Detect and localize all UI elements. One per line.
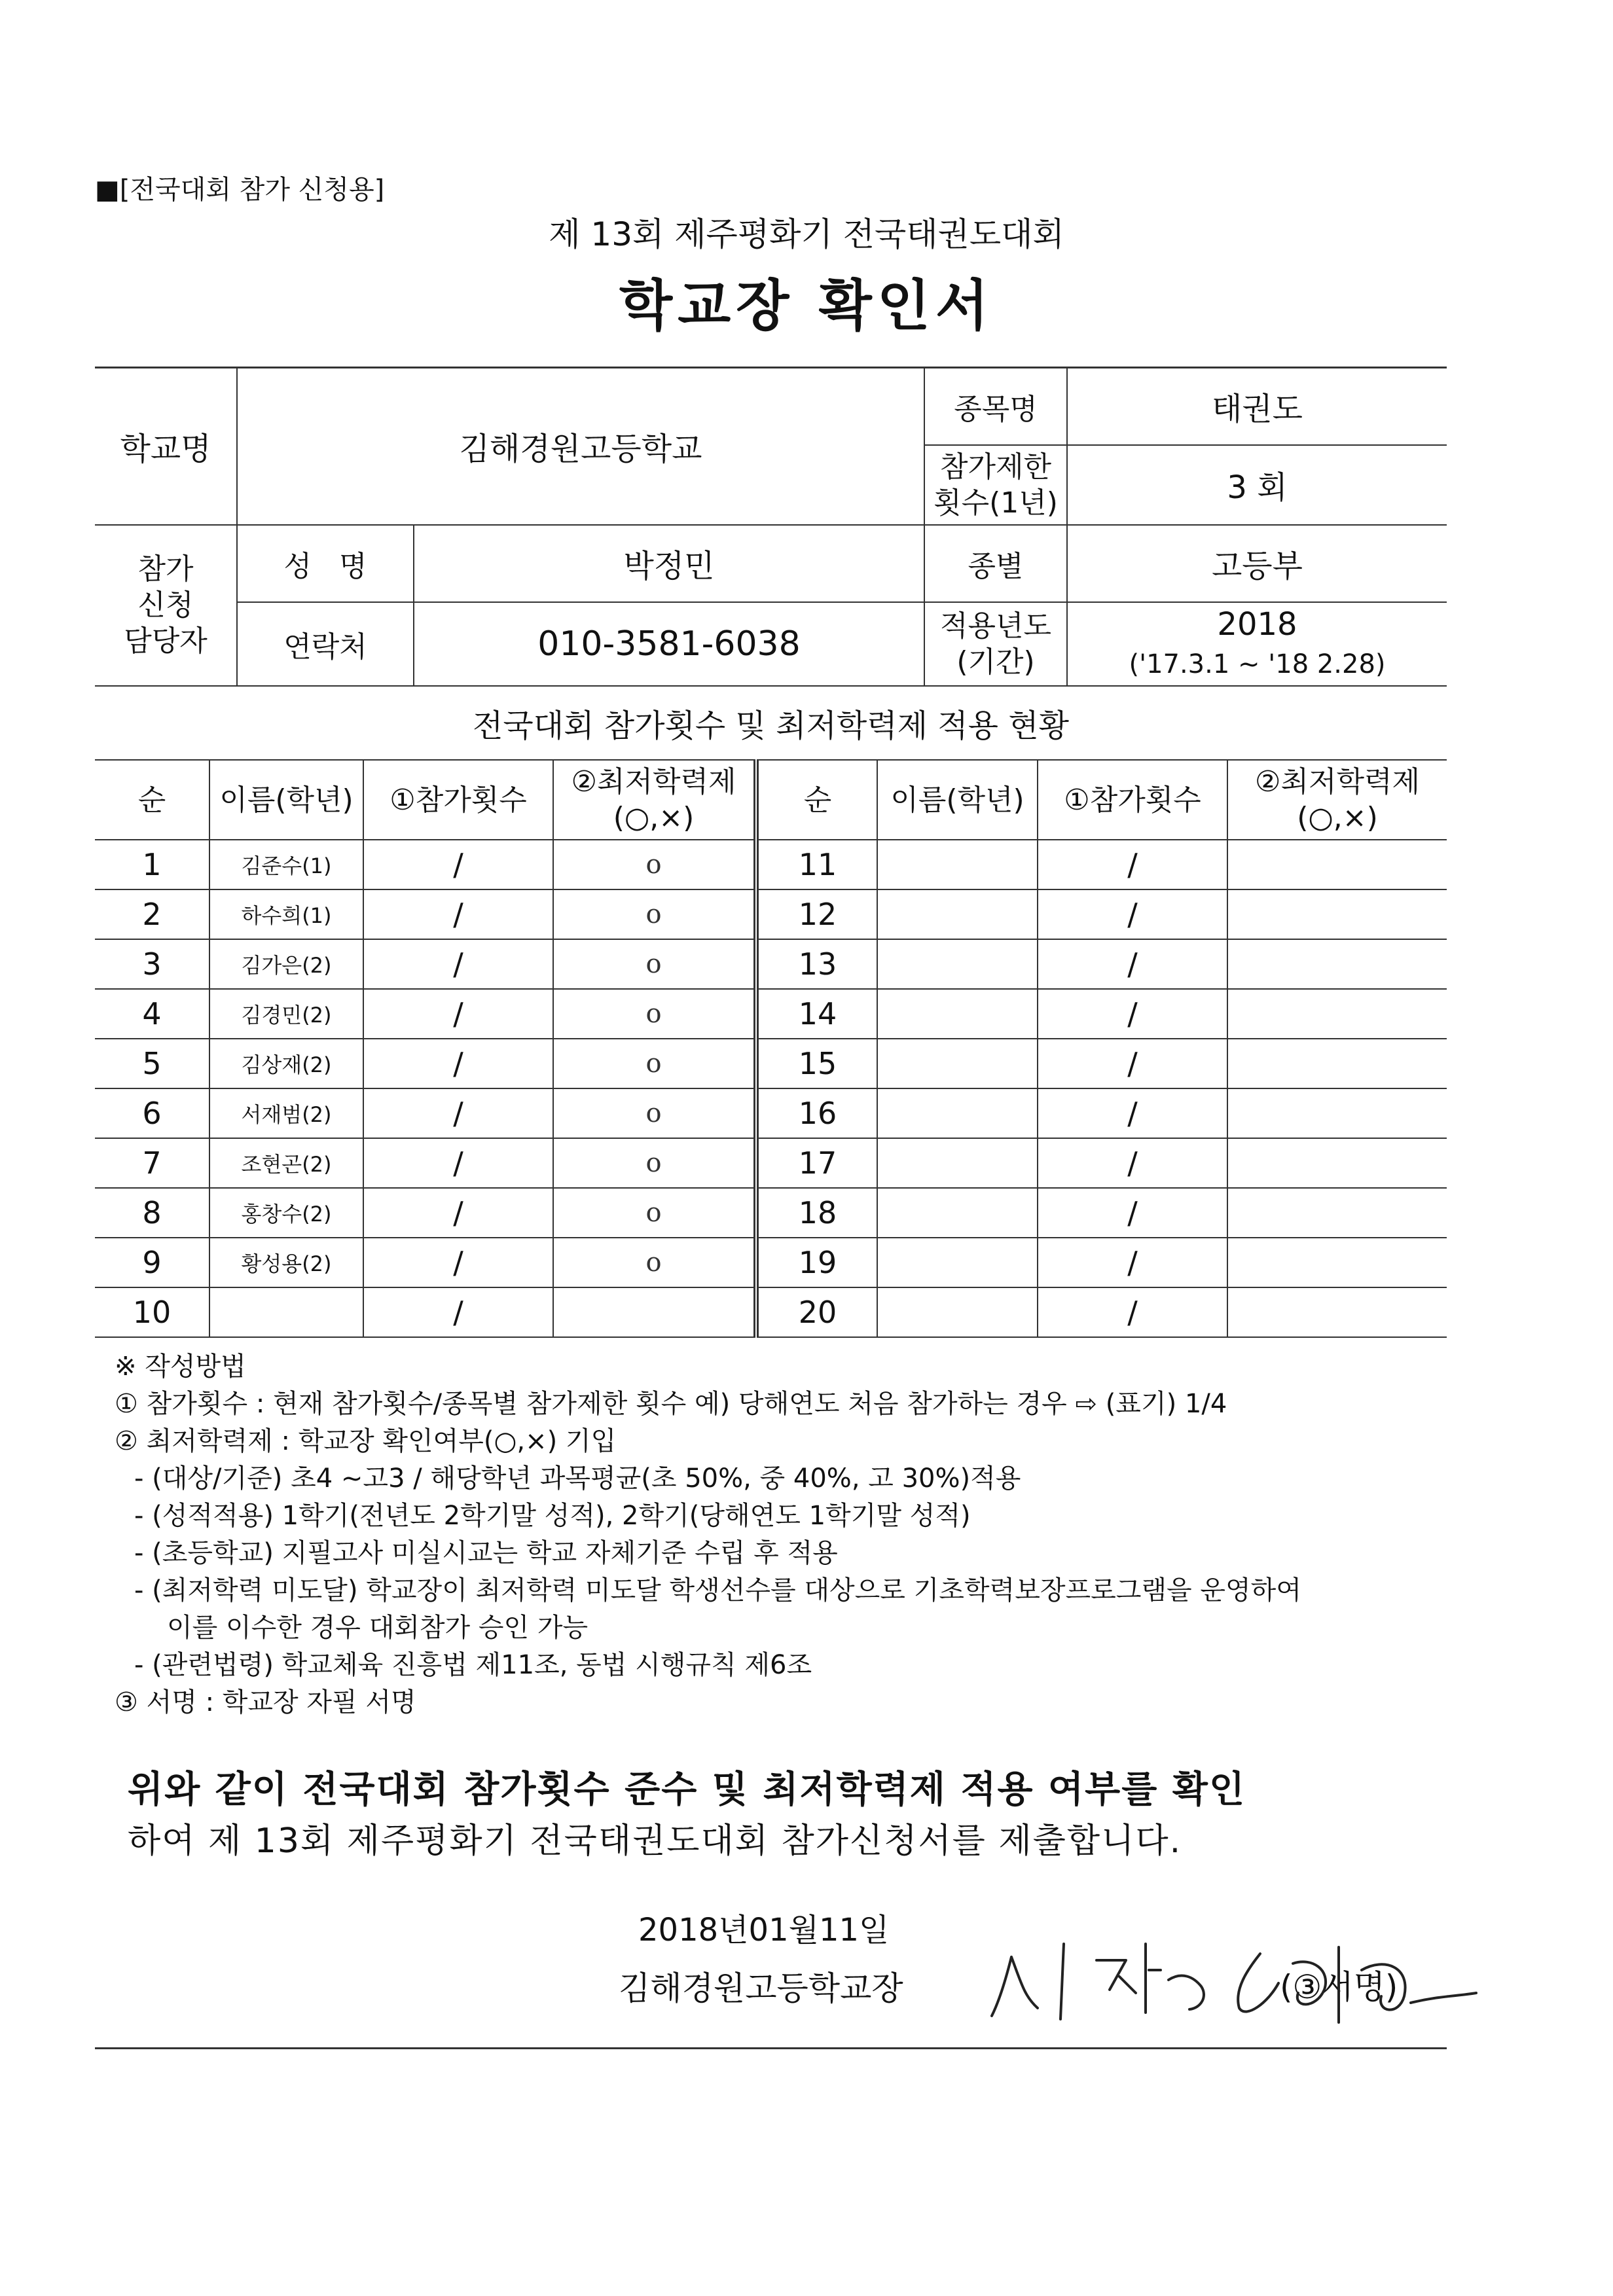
participation-limit-label: 참가제한 횟수(1년) xyxy=(924,445,1067,525)
roster-name xyxy=(877,1039,1038,1088)
roster-name xyxy=(877,840,1038,889)
roster-academic-mark xyxy=(1227,889,1447,939)
applicant-name-label: 성 명 xyxy=(237,525,414,602)
table-row xyxy=(95,1287,1447,1337)
table-row xyxy=(95,1188,1447,1238)
roster-count: / xyxy=(1038,1088,1227,1138)
roster-count: / xyxy=(363,1287,553,1337)
table-row xyxy=(95,939,1447,989)
roster-academic-mark xyxy=(1227,1287,1447,1337)
section-title: 전국대회 참가횟수 및 최저학력제 적용 현황 xyxy=(473,708,1069,744)
roster-name xyxy=(877,1138,1038,1188)
issue-date: 2018년01월11일 xyxy=(638,1912,890,1948)
roster-count: / xyxy=(1038,1287,1227,1337)
note-signature: ③ 서명 : 학교장 자필 서명 xyxy=(115,1687,416,1717)
applicant-name-value: 박정민 xyxy=(414,525,924,602)
roster-academic-mark: o xyxy=(553,1188,756,1238)
table-row xyxy=(95,1088,1447,1138)
roster-academic-mark xyxy=(1227,1039,1447,1088)
roster-no: 13 xyxy=(756,939,877,989)
roster-count: / xyxy=(363,989,553,1039)
roster-no: 16 xyxy=(756,1088,877,1138)
roster-name: 김경민(2) xyxy=(209,989,363,1039)
roster-name: 김상재(2) xyxy=(209,1039,363,1088)
phone-label: 연락처 xyxy=(237,602,414,686)
roster-name: 하수희(1) xyxy=(209,889,363,939)
note-elementary: - (초등학교) 지필고사 미실시교는 학교 자체기준 수립 후 적용 xyxy=(134,1538,838,1568)
roster-no: 17 xyxy=(756,1138,877,1188)
roster-academic-mark xyxy=(1227,1088,1447,1138)
roster-name xyxy=(877,1188,1038,1238)
roster-count: / xyxy=(363,1088,553,1138)
roster-name: 홍창수(2) xyxy=(209,1188,363,1238)
roster-academic-mark xyxy=(1227,989,1447,1039)
table-row xyxy=(95,989,1447,1039)
roster-no: 1 xyxy=(95,840,209,889)
roster-no: 9 xyxy=(95,1238,209,1287)
phone-value: 010-3581-6038 xyxy=(414,602,924,686)
signature-label: (③서명) xyxy=(1280,1968,1398,2006)
table-row xyxy=(95,1238,1447,1287)
header-count: ①참가횟수 xyxy=(1038,760,1227,840)
note-not-met: - (최저학력 미도달) 학교장이 최저학력 미도달 학생선수를 대상으로 기초학력보장프로그램을 운영하여 xyxy=(134,1575,1301,1605)
roster-count: / xyxy=(1038,939,1227,989)
roster-count: / xyxy=(363,889,553,939)
event-label: 종목명 xyxy=(924,368,1067,445)
header-no: 순 xyxy=(756,760,877,840)
roster-name xyxy=(877,1238,1038,1287)
roster-count: / xyxy=(1038,840,1227,889)
roster-no: 15 xyxy=(756,1039,877,1088)
school-name-label: 학교명 xyxy=(95,368,237,525)
table-row xyxy=(95,840,1447,889)
roster-count: / xyxy=(1038,989,1227,1039)
header-name: 이름(학년) xyxy=(877,760,1038,840)
declaration-line-2: 하여 제 13회 제주평화기 전국태권도대회 참가신청서를 제출합니다. xyxy=(128,1821,1182,1861)
roster-no: 10 xyxy=(95,1287,209,1337)
roster-academic-mark: o xyxy=(553,840,756,889)
roster-academic-mark: o xyxy=(553,889,756,939)
roster-count: / xyxy=(363,1039,553,1088)
roster-name xyxy=(209,1287,363,1337)
participation-limit-value: 3 회 xyxy=(1067,445,1447,525)
roster-no: 11 xyxy=(756,840,877,889)
roster-table xyxy=(95,759,1447,1338)
declaration-line-1: 위와 같이 전국대회 참가횟수 준수 및 최저학력제 적용 여부를 확인 xyxy=(128,1768,1246,1811)
roster-academic-mark xyxy=(1227,840,1447,889)
roster-count: / xyxy=(1038,1039,1227,1088)
roster-name: 조현곤(2) xyxy=(209,1138,363,1188)
year-label: 적용년도 (기간) xyxy=(924,602,1067,686)
roster-no: 3 xyxy=(95,939,209,989)
header-academic: ②최저학력제 (○,×) xyxy=(1227,760,1447,840)
roster-academic-mark: o xyxy=(553,989,756,1039)
roster-count: / xyxy=(1038,1188,1227,1238)
header-academic: ②최저학력제 (○,×) xyxy=(553,760,756,840)
roster-academic-mark xyxy=(553,1287,756,1337)
instructions-title: ※ 작성방법 xyxy=(115,1352,246,1382)
table-row xyxy=(95,1138,1447,1188)
roster-no: 5 xyxy=(95,1039,209,1088)
roster-count: / xyxy=(363,840,553,889)
roster-no: 20 xyxy=(756,1287,877,1337)
roster-name xyxy=(877,989,1038,1039)
school-name-value: 김해경원고등학교 xyxy=(237,368,924,525)
roster-name xyxy=(877,939,1038,989)
roster-count: / xyxy=(363,1138,553,1188)
roster-academic-mark xyxy=(1227,939,1447,989)
roster-no: 7 xyxy=(95,1138,209,1188)
roster-academic-mark xyxy=(1227,1138,1447,1188)
roster-name xyxy=(877,889,1038,939)
instructions xyxy=(115,1348,1301,1721)
form-type-tag: ■[전국대회 참가 신청용] xyxy=(95,175,385,205)
roster-no: 4 xyxy=(95,989,209,1039)
note-academic-standard: ② 최저학력제 : 학교장 확인여부(○,×) 기입 xyxy=(115,1426,617,1456)
roster-academic-mark xyxy=(1227,1188,1447,1238)
roster-no: 18 xyxy=(756,1188,877,1238)
note-law: - (관련법령) 학교체육 진흥법 제11조, 동법 시행규칙 제6조 xyxy=(134,1650,812,1680)
roster-count: / xyxy=(1038,1238,1227,1287)
roster-academic-mark: o xyxy=(553,1039,756,1088)
note-participation-count: ① 참가횟수 : 현재 참가횟수/종목별 참가제한 횟수 예) 당해연도 처음 참가하는 경우 ⇨ (표기) 1/4 xyxy=(115,1389,1227,1419)
roster-name: 김가은(2) xyxy=(209,939,363,989)
roster-academic-mark: o xyxy=(553,939,756,989)
table-row xyxy=(95,889,1447,939)
roster-count: / xyxy=(363,939,553,989)
roster-academic-mark: o xyxy=(553,1138,756,1188)
roster-name: 김준수(1) xyxy=(209,840,363,889)
division-value: 고등부 xyxy=(1067,525,1447,602)
roster-academic-mark xyxy=(1227,1238,1447,1287)
competition-subtitle: 제 13회 제주평화기 전국태권도대회 xyxy=(549,215,1064,253)
roster-no: 14 xyxy=(756,989,877,1039)
roster-count: / xyxy=(1038,1138,1227,1188)
event-value: 태권도 xyxy=(1067,368,1447,445)
handwritten-signature xyxy=(985,1931,1483,2029)
roster-no: 19 xyxy=(756,1238,877,1287)
bottom-rule xyxy=(95,2047,1447,2049)
school-info-table xyxy=(95,367,1447,687)
note-target: - (대상/기준) 초4 ~고3 / 해당학년 과목평균(초 50%, 중 40%, 고 30%)적용 xyxy=(134,1463,1021,1494)
roster-count: / xyxy=(363,1188,553,1238)
roster-name xyxy=(877,1088,1038,1138)
page-title: 학교장 확인서 xyxy=(619,274,994,338)
applicant-contact-label: 참가 신청 담당자 xyxy=(95,525,237,686)
roster-academic-mark: o xyxy=(553,1088,756,1138)
roster-no: 2 xyxy=(95,889,209,939)
note-grade-period: - (성적적용) 1학기(전년도 2학기말 성적), 2학기(당해연도 1학기말 성적) xyxy=(134,1501,971,1531)
roster-no: 6 xyxy=(95,1088,209,1138)
division-label: 종별 xyxy=(924,525,1067,602)
year-value: 2018 ('17.3.1 ~ '18 2.28) xyxy=(1067,602,1447,686)
roster-name: 서재범(2) xyxy=(209,1088,363,1138)
roster-count: / xyxy=(1038,889,1227,939)
roster-count: / xyxy=(363,1238,553,1287)
roster-name xyxy=(877,1287,1038,1337)
header-count: ①참가횟수 xyxy=(363,760,553,840)
roster-no: 12 xyxy=(756,889,877,939)
roster-no: 8 xyxy=(95,1188,209,1238)
header-name: 이름(학년) xyxy=(209,760,363,840)
header-no: 순 xyxy=(95,760,209,840)
note-not-met-cont: 이를 이수한 경우 대회참가 승인 가능 xyxy=(167,1613,589,1643)
roster-academic-mark: o xyxy=(553,1238,756,1287)
issuer-name: 김해경원고등학교장 xyxy=(619,1969,903,2007)
table-row xyxy=(95,1039,1447,1088)
roster-name: 황성용(2) xyxy=(209,1238,363,1287)
